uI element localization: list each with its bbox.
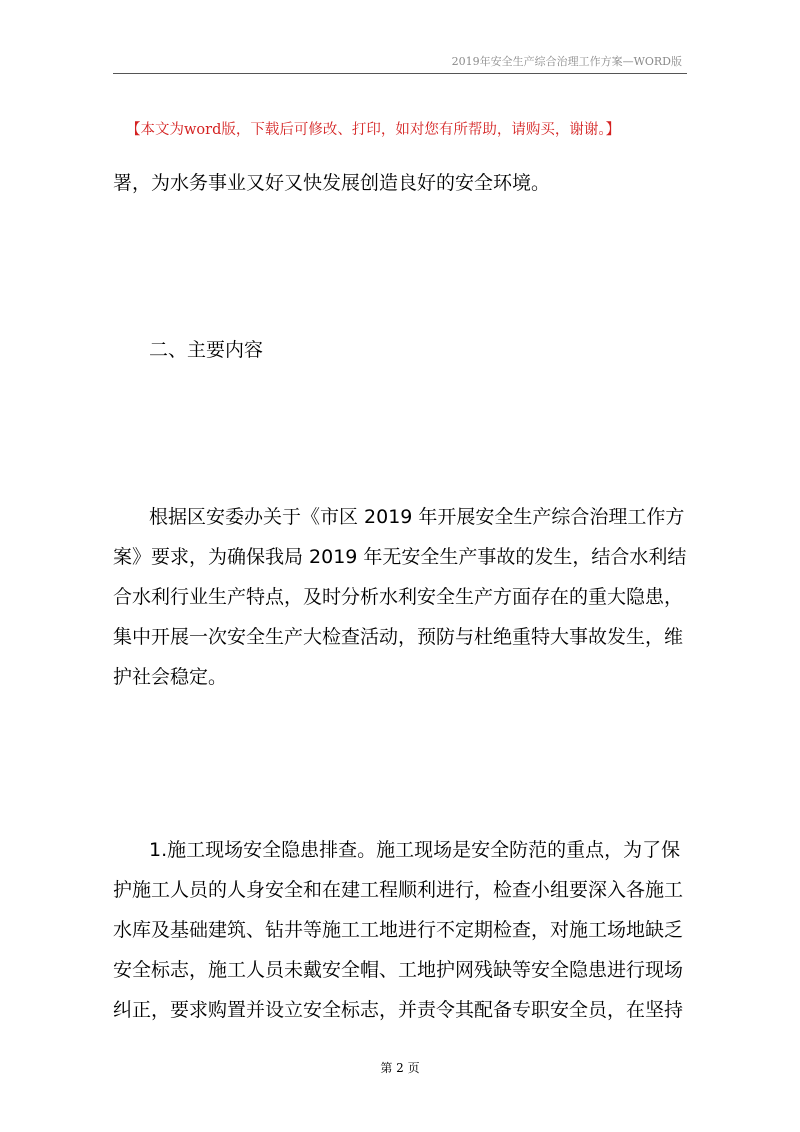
section-heading-text: 二、主要内容 (149, 339, 264, 361)
text-line: 安全标志，施工人员未戴安全帽、工地护网残缺等安全隐患进行现场 (113, 959, 684, 981)
download-notice: 【本文为word版，下载后可修改、打印，如对您有所帮助，请购买，谢谢。】 (126, 122, 621, 138)
text-line: 署，为水务事业又好又快发展创造良好的安全环境。 (113, 172, 551, 194)
text-line: 水库及基础建筑、钻井等施工工地进行不定期检查，对施工场地缺乏 (113, 919, 684, 941)
text-line: 1.施工现场安全隐患排查。施工现场是安全防范的重点，为了保 (149, 839, 681, 861)
paragraph-continuation (113, 163, 693, 203)
text-line: 案》要求，为确保我局 2019 年无安全生产事故的发生，结合水利结 (113, 546, 687, 568)
text-line: 护社会稳定。 (113, 666, 228, 688)
page-header-title: 2019年安全生产综合治理工作方案—WORD版 (451, 55, 682, 68)
page-number: 第 2 页 (380, 1061, 420, 1075)
text-line: 集中开展一次安全生产大检查活动，预防与杜绝重特大事故发生，维 (113, 626, 684, 648)
text-line: 护施工人员的人身安全和在建工程顺利进行，检查小组要深入各施工 (113, 879, 684, 901)
header-divider (113, 73, 687, 74)
section-heading (113, 330, 693, 370)
paragraph-construction-site (113, 830, 693, 1030)
text-line: 根据区安委办关于《市区 2019 年开展安全生产综合治理工作方 (149, 506, 685, 528)
text-line: 合水利行业生产特点，及时分析水利安全生产方面存在的重大隐患， (113, 586, 684, 608)
text-line: 纠正，要求购置并设立安全标志，并责令其配备专职安全员，在坚持 (113, 999, 684, 1021)
paragraph-requirements (113, 497, 693, 697)
